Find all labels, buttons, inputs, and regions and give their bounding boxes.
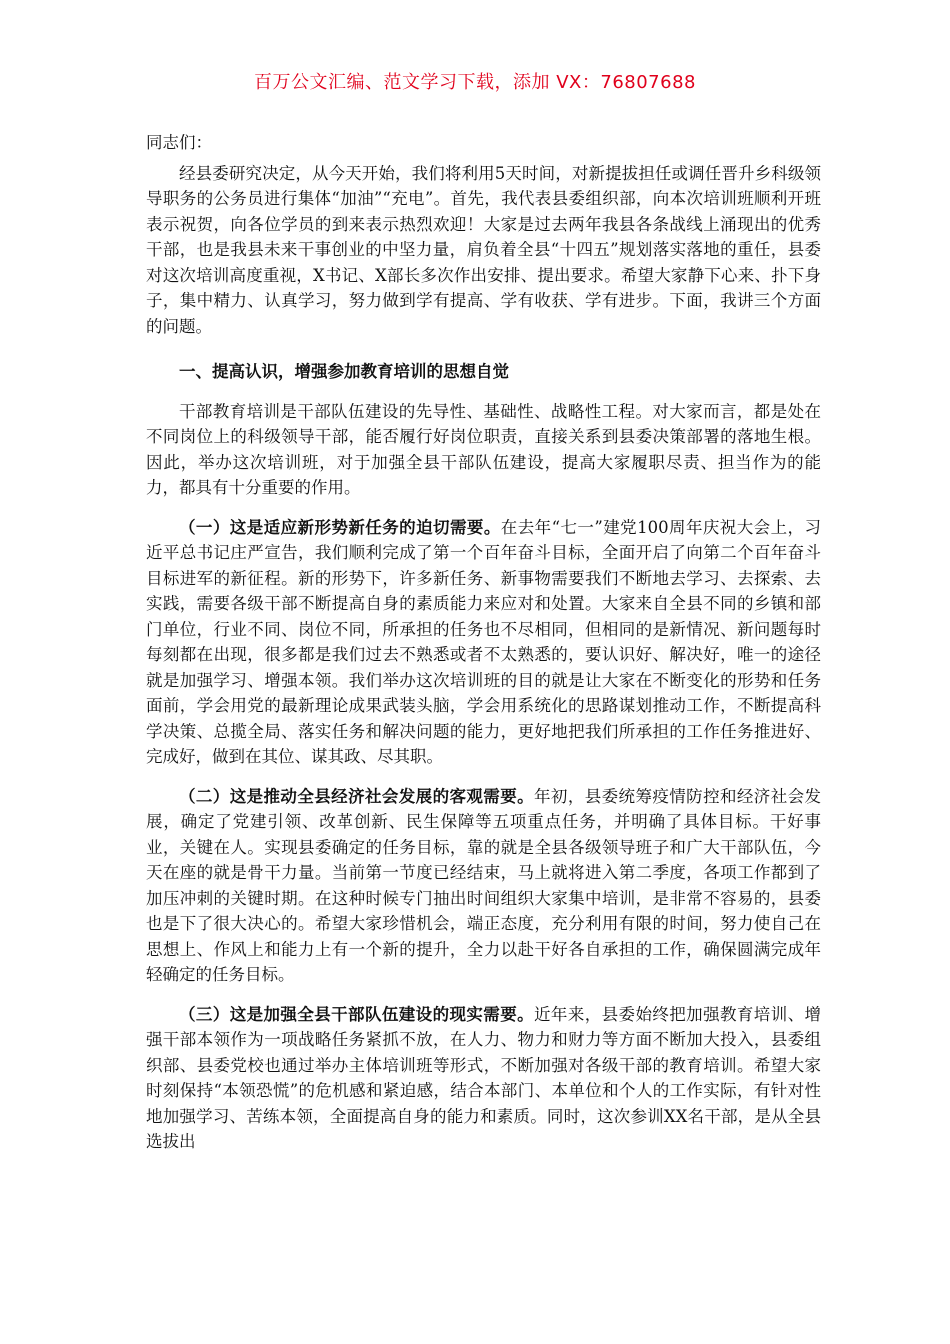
point-lead-3: （三）这是加强全县干部队伍建设的现实需要。 [179, 1004, 535, 1024]
section-heading: 一、提高认识，增强参加教育培训的思想自觉 [179, 362, 509, 381]
point-text-2: 年初，县委统筹疫情防控和经济社会发展，确定了党建引领、改革创新、民生保障等五项重点任务，并明确了具体目标。干好事业，关键在人。实现县委确定的任务目标，靠的就是全县各级领导班子和广大干部队伍，今天在座的就是骨干力量。当前第一节度已经结束，马上就将进入第二季度，各项工作都到了加压冲刺的关键时期。在这种时候专门抽出时间组织大家集中培训，是非常不容易的，县委也是下了很大决心的。希望大家珍惜机会，端正态度，充分利用有限的时间，努力使自己在思想上、作风上和能力上有一个新的提升，全力以赴干好各自承担的工作，确保圆满完成年轻确定的任务目标。 [146, 786, 822, 984]
salutation: 同志们： [146, 133, 212, 152]
section-overview: 干部教育培训是干部队伍建设的先导性、基础性、战略性工程。对大家而言，都是处在不同岗位上的科级领导干部，能否履行好岗位职责，直接关系到县委决策部署的落地生根。因此，举办这次培训班，对于加强全县干部队伍建设，提高大家履职尽责、担当作为的能力，都具有十分重要的作用。 [146, 401, 821, 497]
point-text-1: 在去年“七一”建党100周年庆祝大会上，习近平总书记庄严宣告，我们顺利完成了第一个百年奋斗目标，全面开启了向第二个百年奋斗目标进军的新征程。新的形势下，许多新任务、新事物需要我们不断地去学习、去探索、去实践，需要各级干部不断提高自身的素质能力来应对和处置。大家来自全县不同的乡镇和部门单位，行业不同、岗位不同，所承担的任务也不尽相同，但相同的是新情况、新问题每时每刻都在出现，很多都是我们过去不熟悉或者不太熟悉的，要认识好、解决好，唯一的途径就是加强学习、增强本领。我们举办这次培训班的目的就是让大家在不断变化的形势和任务面前，学会用党的最新理论成果武装头脑，学会用系统化的思路谋划推动工作，不断提高科学决策、总揽全局、落实任务和解决问题的能力，更好地把我们所承担的工作任务推进好、完成好，做到在其位、谋其政、尽其职。 [146, 517, 821, 766]
intro-paragraph: 经县委研究决定，从今天开始，我们将利用5天时间，对新提拔担任或调任晋升乡科级领导职务的公务员进行集体“加油”“充电”。首先，我代表县委组织部，向本次培训班顺利开班表示祝贺，向各位学员的到来表示热烈欢迎！大家是过去两年我县各条战线上涌现出的优秀干部，也是我县未来干事创业的中坚力量，肩负着全县“十四五”规划落实落地的重任，县委对这次培训高度重视，X书记、X部长多次作出安排、提出要求。希望大家静下心来、扑下身子，集中精力、认真学习，努力做到学有提高、学有收获、学有进步。下面，我讲三个方面的问题。 [146, 163, 821, 336]
point-paragraph-1 [146, 515, 821, 770]
watermark-text: 百万公文汇编、范文学习下载，添加 VX：76807688 [254, 72, 696, 93]
speech-body [146, 130, 821, 1169]
point-text-3: 近年来，县委始终把加强教育培训、增强干部本领作为一项战略任务紧抓不放，在人力、物力和财力等方面不断加大投入，县委组织部、县委党校也通过举办主体培训班等形式，不断加强对各级干部的教育培训。希望大家时刻保持“本领恐慌”的危机感和紧迫感，结合本部门、本单位和个人的工作实际，有针对性地加强学习、苦练本领，全面提高自身的能力和素质。同时，这次参训XX名干部，是从全县选拔出 [146, 1004, 822, 1151]
point-paragraph-3 [146, 1002, 821, 1155]
point-paragraph-2 [146, 784, 821, 988]
point-lead-1: （一）这是适应新形势新任务的迫切需要。 [179, 517, 501, 537]
point-lead-2: （二）这是推动全县经济社会发展的客观需要。 [179, 786, 535, 806]
